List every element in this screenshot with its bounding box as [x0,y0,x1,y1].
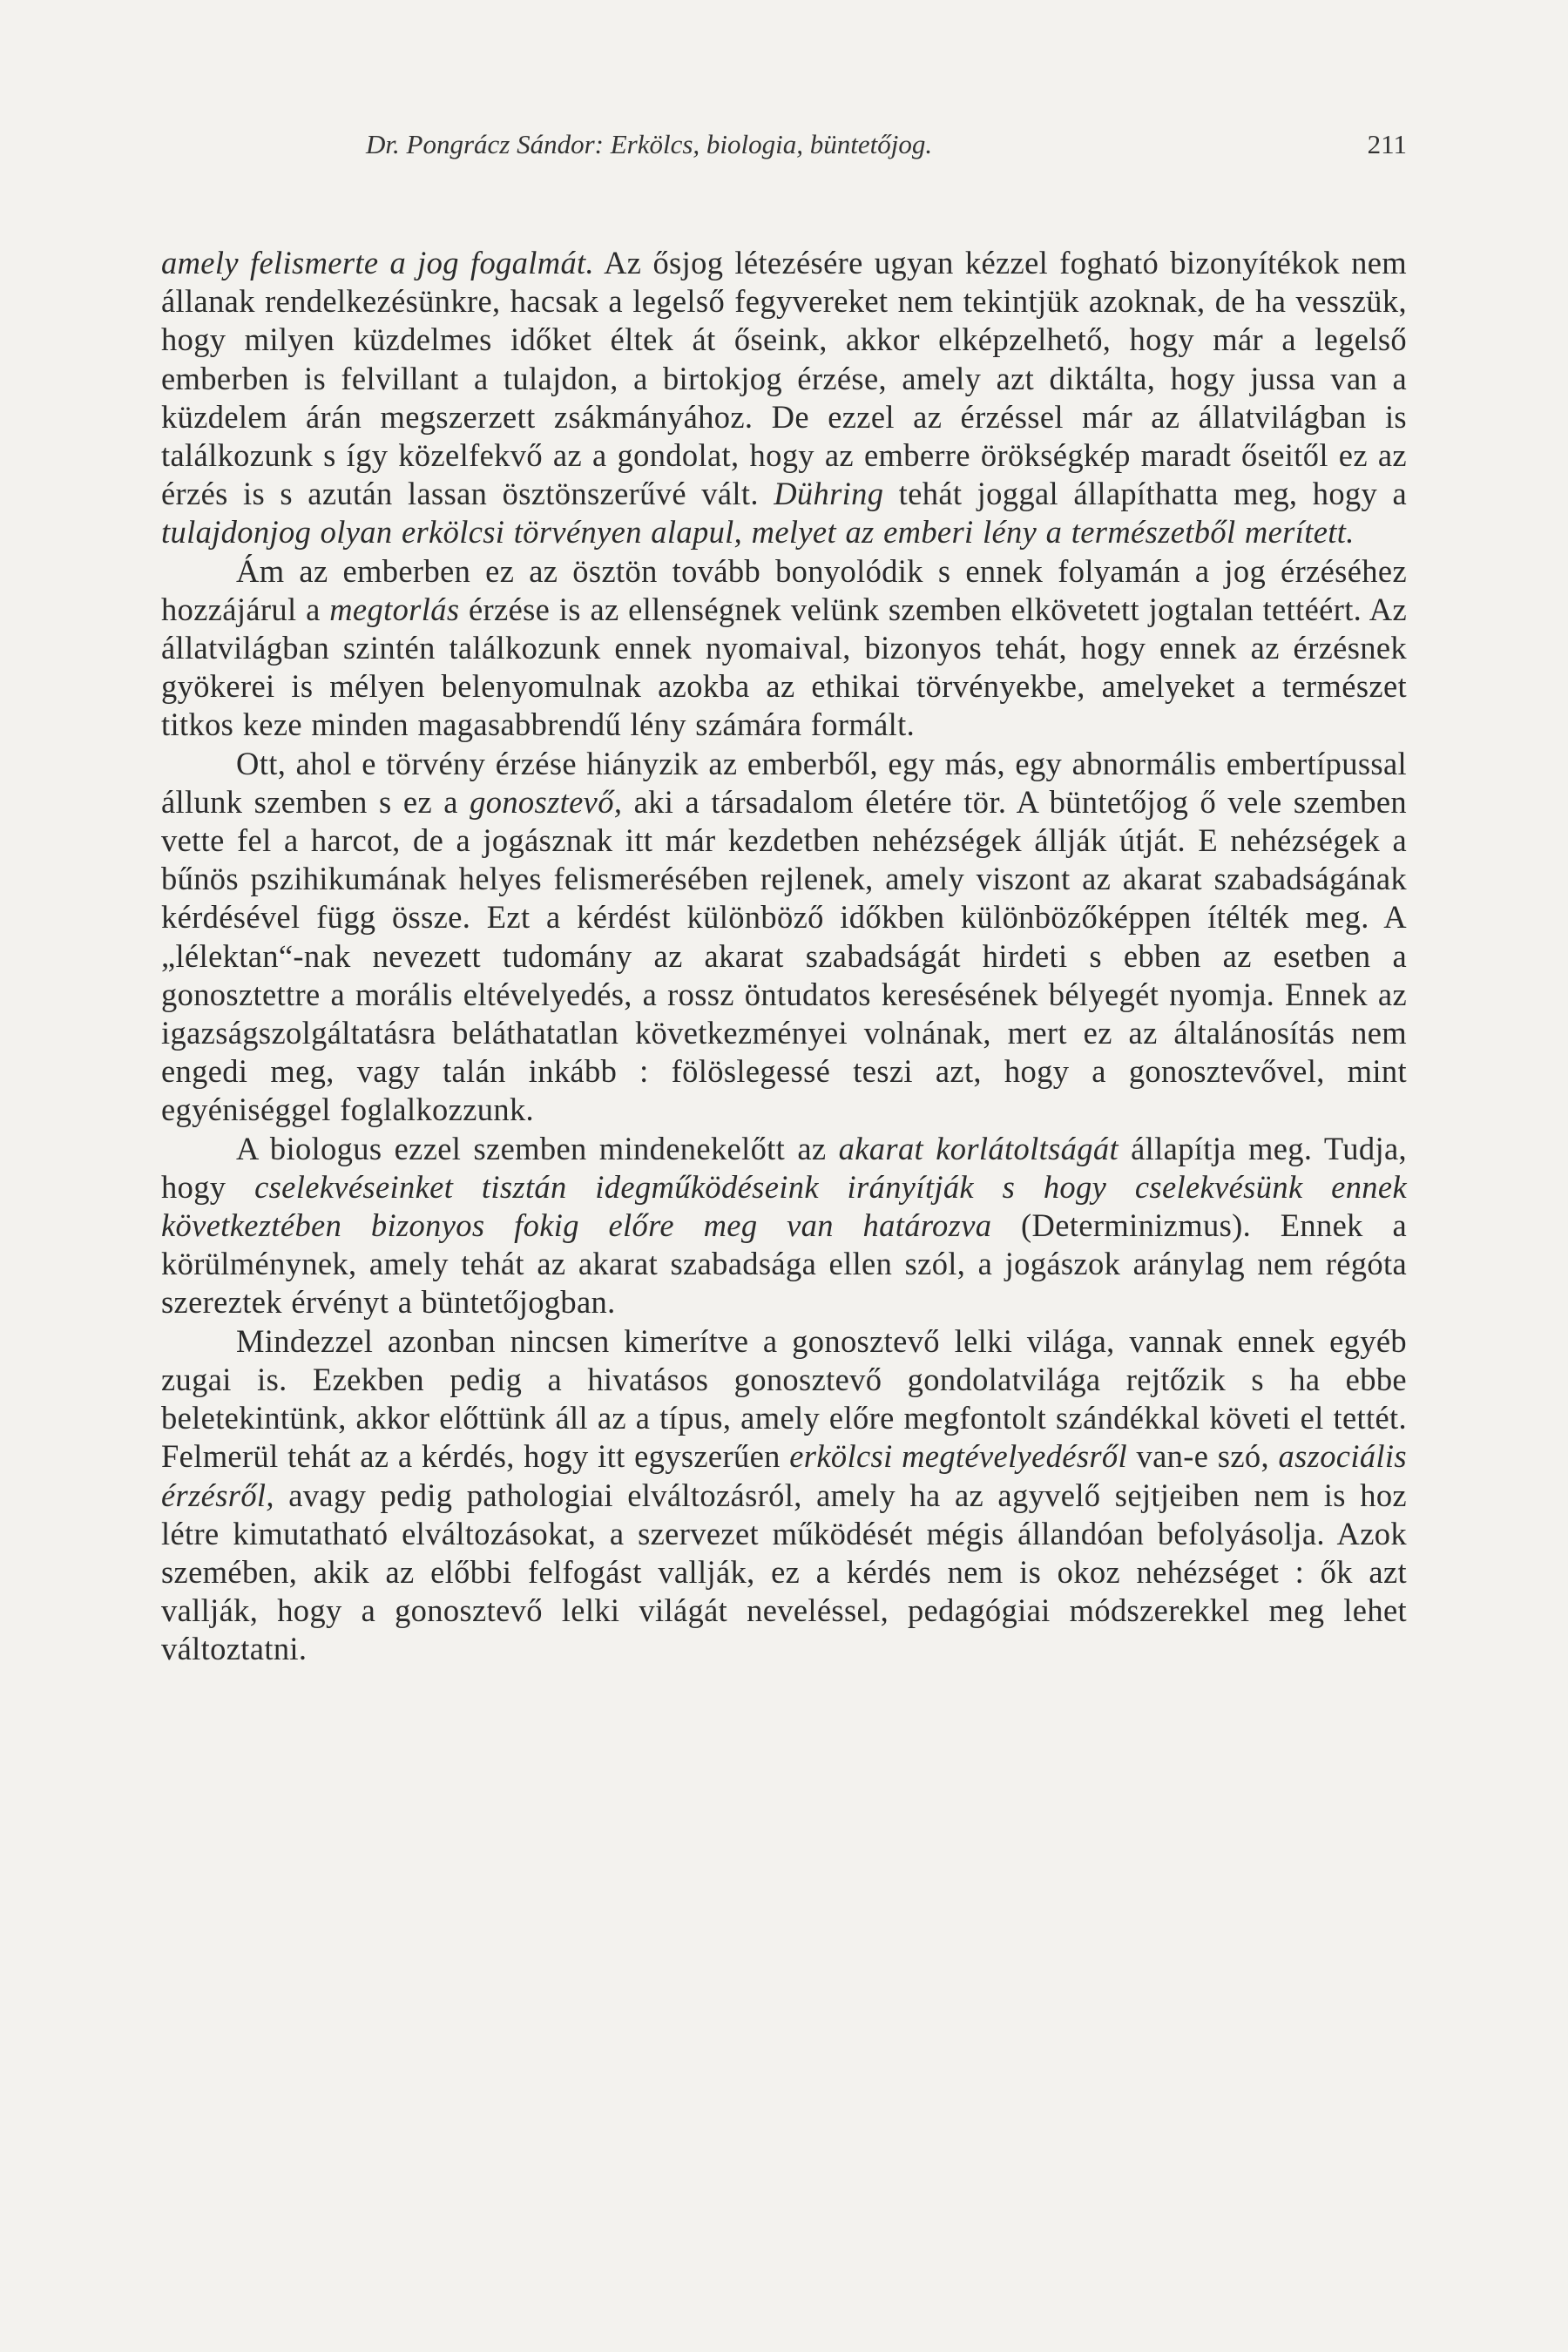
paragraph [161,552,1407,745]
italic-run: amely felismerte a jog fogalmát. [161,245,595,280]
page-number: 211 [1367,129,1407,159]
page-header [366,129,1407,160]
running-title: Dr. Pongrácz Sándor: Erkölcs, biologia, büntetőjog. [366,129,933,159]
text-run: van-e szó, [1127,1438,1279,1475]
paragraph [161,244,1407,552]
text-run: tehát joggal állapíthatta meg, hogy a [883,476,1407,512]
italic-run: akarat korlátoltságát [838,1130,1119,1166]
text-run: avagy pedig pathologiai elváltozásról, amely ha az agyvelő sejtjeiben nem is hoz létre kimutatható elváltozásokat, a szervezet működését mégis állandóan befolyásolja. Azok szemében, akik az előbbi felfogást vallják, ez a kérdés nem is okoz nehézséget : ők azt vallják, hogy a gonosztevő lelki világát neveléssel, pedagógiai módszerekkel meg lehet változtatni. [161,1477,1407,1667]
text-run: állapítja meg. Tudja, hogy [161,1130,1407,1205]
text-run: Az ősjog létezésére ugyan kézzel fogható bizonyítékok nem állanak rendelkezésünkre, hacsak a legelső fegyvereket nem tekintjük azoknak, de ha vesszük, hogy milyen küzdelmes időket éltek át őseink, akkor elképzelhető, hogy már a legelső emberben is felvillant a tulajdon, a birtokjog érzése, amely azt diktálta, hogy jussa van a küzdelem árán megszerzett zsákmányához. De ezzel az érzéssel már az állatvilágban is találkozunk s így közelfekvő az a gondolat, hogy az emberre örökségkép maradt őseitől ez az érzés is s azután lassan ösztönszerűvé vált. [161,245,1407,512]
text-run: Mindezzel azonban nincsen kimerítve a gonosztevő lelki világa, vannak ennek egyéb zugai is. Ezekben pedig a hivatásos gonosztevő gondolatvilága rejtőzik s ha ebbe beletekintünk, akkor előttünk áll az a típus, amely előre megfontolt szándékkal követi el tettét. Felmerül tehát az a kérdés, hogy itt egyszerűen [161,1322,1407,1475]
text-run: (Determinizmus). Ennek a körülménynek, amely tehát az akarat szabadsága ellen szól, a jogászok aránylag nem régóta szereztek érvényt a büntetőjogban. [161,1207,1408,1321]
italic-run: erkölcsi megtévelyedésről [789,1438,1128,1475]
italic-run: megtorlás [329,591,460,627]
text-run: Ott, ahol e törvény érzése hiányzik az emberből, egy más, egy abnormális embertípussal állunk szemben s ez a [161,745,1407,820]
text-run: aki a társadalom életére tör. A büntetőjog ő vele szemben vette fel a harcot, de a jogásznak itt már kezdetben nehézségek állják útját. E nehézségek a bűnös pszihikumának helyes felismerésében rejlenek, amely viszont az akarat szabadságának kérdésével függ össze. Ezt a kérdést különböző időkben különbözőképpen ítélték meg. A „lélektan“-nak nevezett tudomány az akarat szabadságát hirdeti s ebben az esetben a gonosztettre a morális eltévelyedés, a rossz öntudatos keresésének bélyegét nyomja. Ennek az igazságszolgáltatásra beláthatatlan következményei volnának, mert ez az általánosítás nem engedi meg, vagy talán inkább : fölöslegessé teszi azt, hogy a gonosztevővel, mint egyéniséggel foglalkozzunk. [161,783,1407,1128]
italic-run: aszociális érzésről, [161,1438,1407,1513]
italic-run: Dühring [774,476,884,512]
body-text [161,244,1407,1669]
text-run: érzése is az ellenségnek velünk szemben elkövetett jogtalan tettéért. Az állatvilágban szintén találkozunk ennek nyomaival, bizonyos tehát, hogy ennek az érzésnek gyökerei is mélyen belenyomulnak azokba az ethikai törvényekbe, amelyeket a természet titkos keze minden magasabbrendű lény számára formált. [161,591,1407,743]
italic-run: cselekvéseinket tisztán idegműködéseink irányítják s hogy cselekvésünk ennek következtében bizonyos fokig előre meg van határozva [161,1168,1407,1244]
text-run: A biologus ezzel szemben mindenekelőtt az [236,1130,839,1166]
paragraph [161,745,1407,1130]
paragraph [161,1322,1407,1669]
paragraph [161,1130,1407,1322]
text-run: Ám az emberben ez az ösztön tovább bonyolódik s ennek folyamán a jog érzéséhez hozzájárul a [161,552,1407,627]
italic-run: tulajdonjog olyan erkölcsi törvényen alapul, melyet az emberi lény a természetből merített. [161,514,1355,551]
italic-run: gonosztevő, [470,783,623,820]
